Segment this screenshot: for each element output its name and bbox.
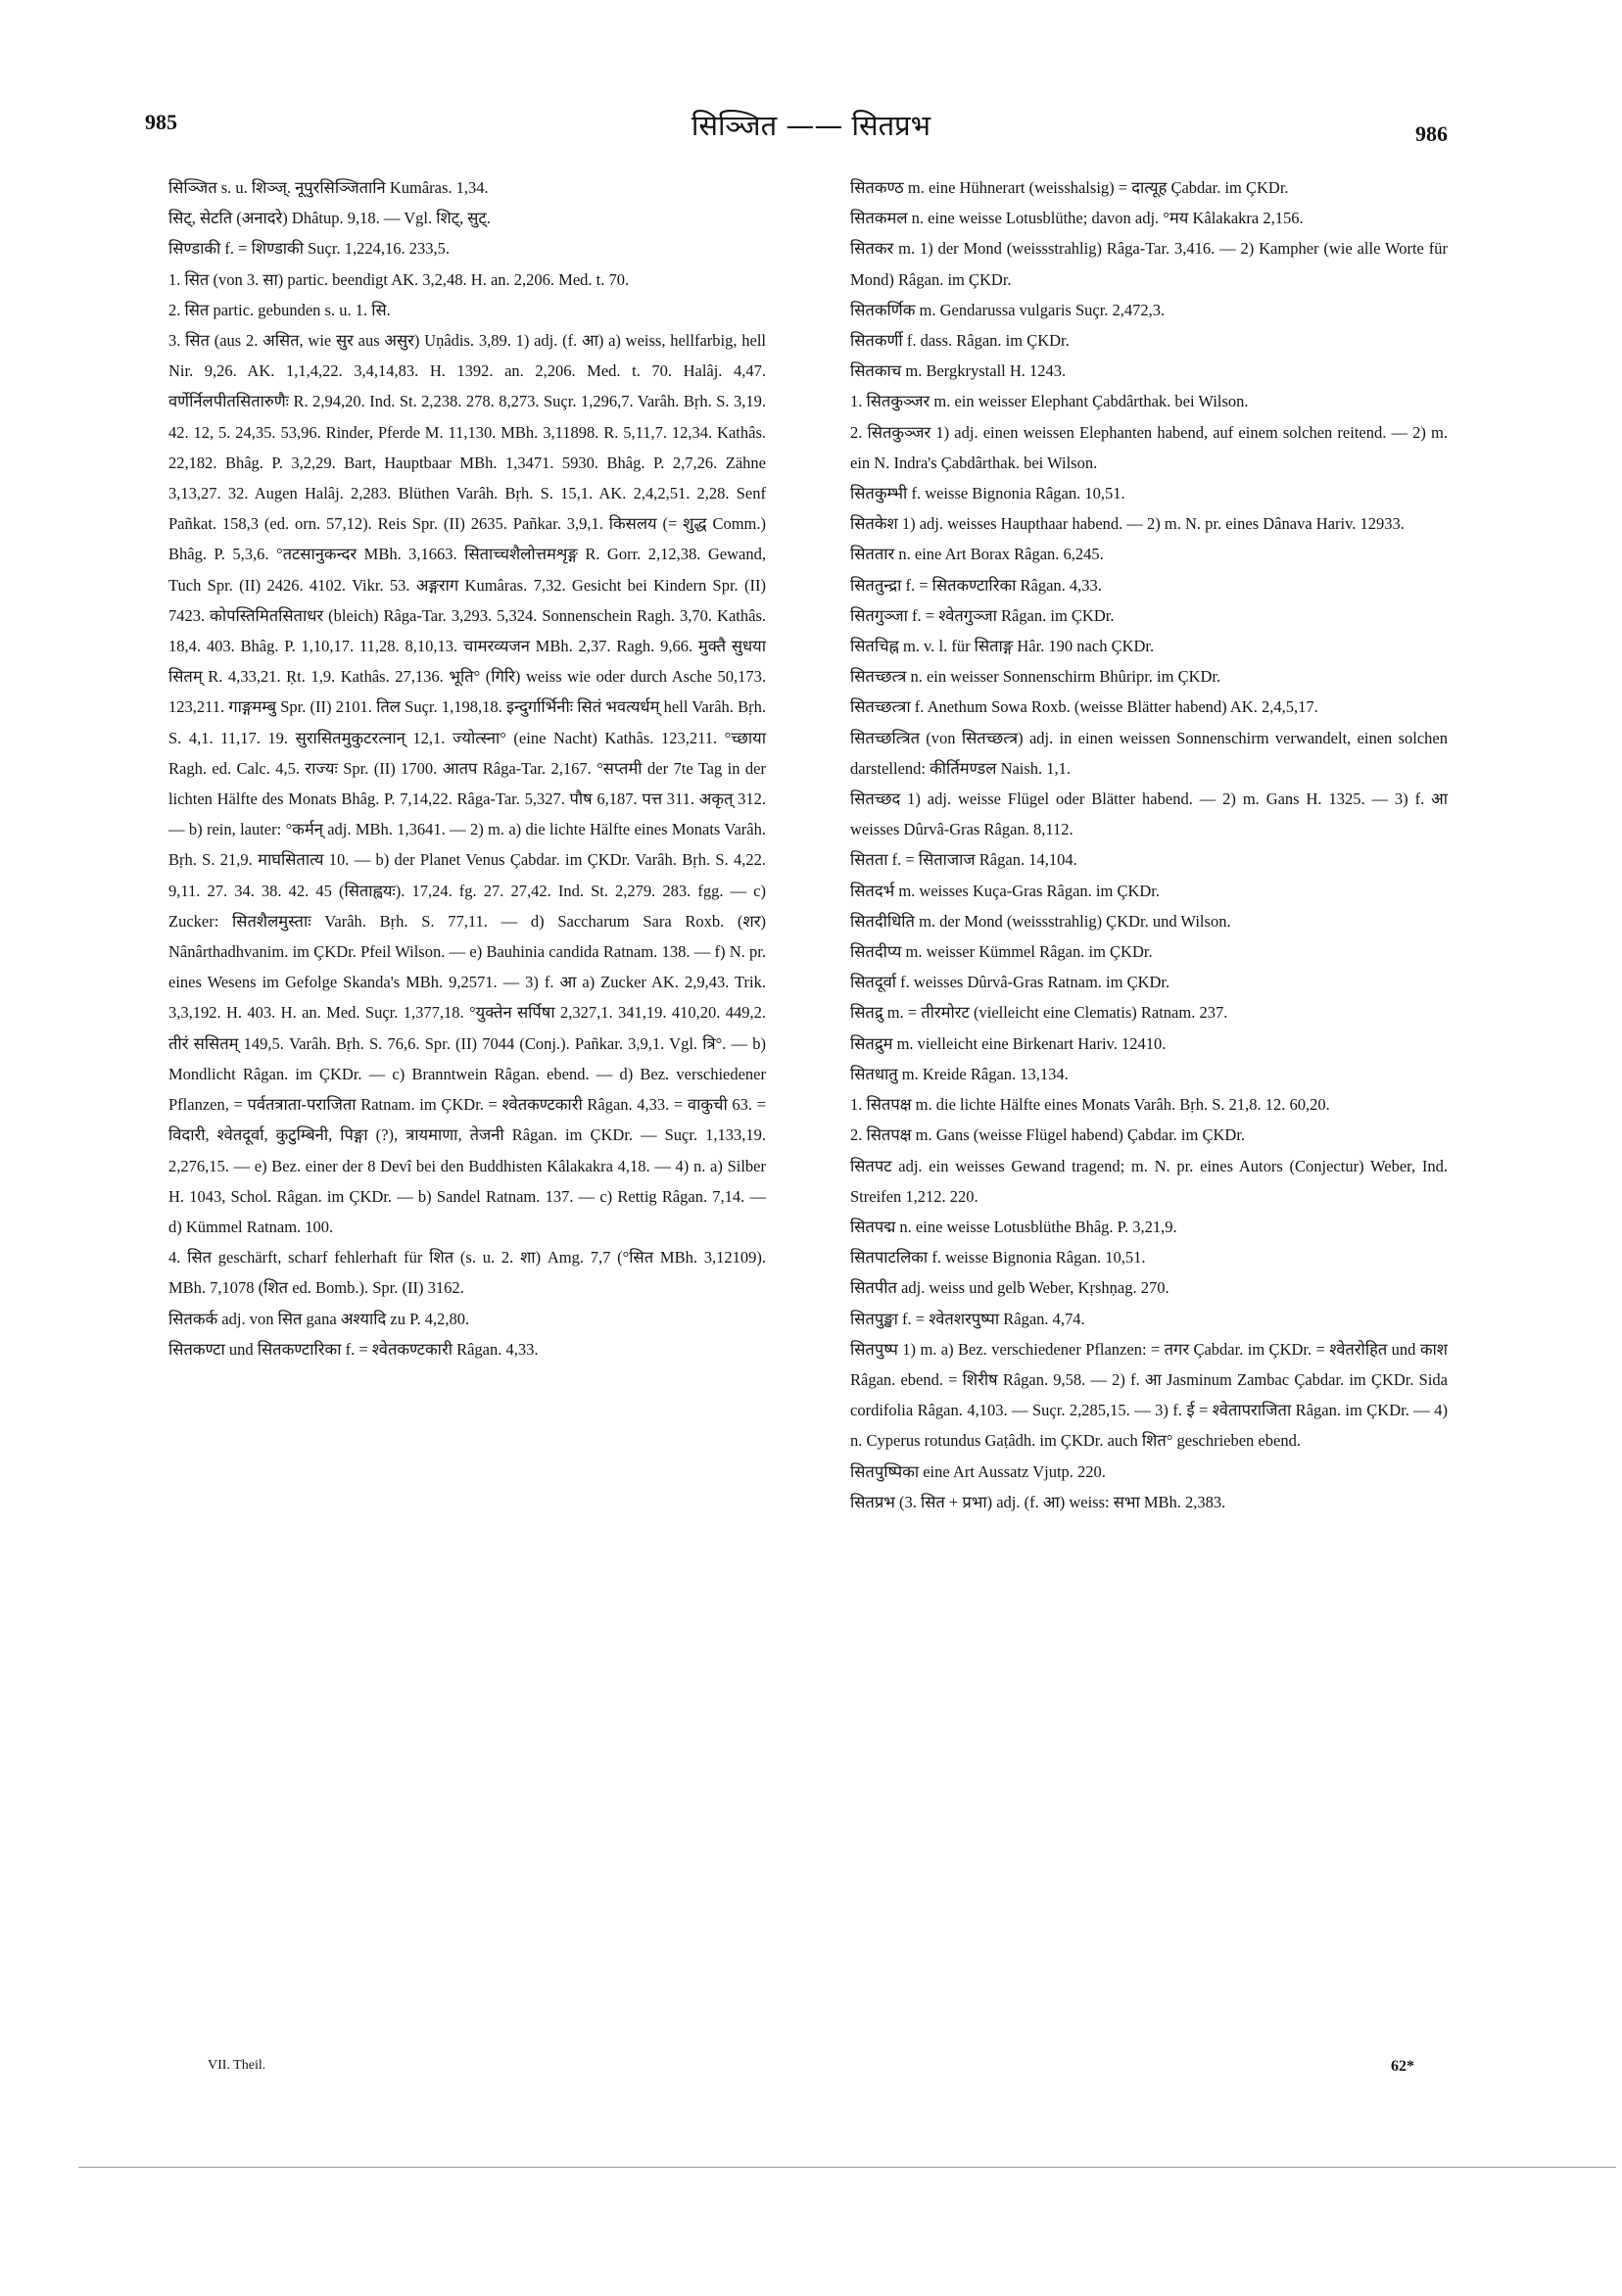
page-number-right: 986 [1415,121,1448,146]
dictionary-entry: सितकेश 1) adj. weisses Haupthaar habend. — 2) m. N. pr. eines Dânava Hariv. 12933. [850,514,1405,534]
dictionary-entry: सिततार n. eine Art Borax Râgan. 6,245. [850,545,1104,564]
dictionary-entry: सितपाटलिका f. weisse Bignonia Râgan. 10,51. [850,1248,1146,1268]
signature-mark: 62* [1391,2058,1414,2075]
dictionary-entry: सितकर्णी f. dass. Râgan. im ÇKDr. [850,331,1070,351]
dictionary-entry: सितता f. = सिताजाज Râgan. 14,104. [850,850,1077,870]
dictionary-entry: 1. सित (von 3. सा) partic. beendigt AK. 3,2,48. H. an. 2,206. Med. t. 70. [168,269,630,289]
dictionary-entry: सिततुन्द्रा f. = सितकण्टारिका Râgan. 4,33. [850,575,1102,595]
dictionary-entry: सितद्रुम m. vielleicht eine Birkenart Hariv. 12410. [850,1033,1167,1053]
dictionary-entry: सितकण्टा und सितकण्टारिका f. = श्वेतकण्टकारी Râgan. 4,33. [168,1339,539,1359]
dictionary-entry: सितचिह्न m. v. l. für सिताङ्ग Hâr. 190 nach ÇKDr. [850,637,1155,656]
dictionary-entry: सितच्छत्त्र n. ein weisser Sonnenschirm Bhûripr. im ÇKDr. [850,667,1221,687]
dictionary-entry: 1. सितपक्ष m. die lichte Hälfte eines Monats Varâh. Bṛh. S. 21,8. 12. 60,20. [850,1095,1330,1115]
dictionary-entry: सितदूर्वा f. weisses Dûrvâ-Gras Ratnam. im ÇKDr. [850,973,1170,992]
dictionary-entry: सितप्रभ (3. सित + प्रभा) adj. (f. आ) weiss: सभा MBh. 2,383. [850,1492,1226,1511]
dictionary-entry: सितकर्क adj. von सित gana अश्यादि zu P. 4,2,80. [168,1309,470,1328]
dictionary-entry: सितपट adj. ein weisses Gewand tragend; m. N. pr. eines Autors (Conjectur) Weber, Ind. Streifen 1,212. 220. [850,1156,1448,1206]
dictionary-entry: सितदीप्य m. weisser Kümmel Râgan. im ÇKDr. [850,942,1153,962]
dictionary-entry: 1. सितकुञ्जर m. ein weisser Elephant Çabdârthak. bei Wilson. [850,392,1249,411]
bottom-rule [78,2167,1616,2168]
dictionary-entry: सितकर्णिक m. Gendarussa vulgaris Suçr. 2,472,3. [850,300,1166,319]
running-head: सिञ्जित —— सितप्रभ [691,109,931,142]
dictionary-entry: सितकमल n. eine weisse Lotusblüthe; davon adj. °मय Kâlakakra 2,156. [850,209,1304,228]
dictionary-entry: सितपीत adj. weiss und gelb Weber, Kṛshṇag. 270. [850,1278,1169,1298]
dictionary-entry: सितपुष्प 1) m. a) Bez. verschiedener Pflanzen: = तगर Çabdar. im ÇKDr. = श्वेतरोहित und काश Râgan. ebend. = शिरीष Râgan. 9,58. — 2) f. आ Jasminum Zambac Çabdar. im ÇKDr. Sida cordifolia Râgan. 4,103. — Suçr. 2,285,15. — 3) f. ई = श्वेतापराजिता Râgan. im ÇKDr. — 4) n. Cyperus rotundus Gaṭâdh. im ÇKDr. auch शित° geschrieben ebend. [850,1339,1448,1451]
dictionary-entry: सितपद्म n. eine weisse Lotusblüthe Bhâg. P. 3,21,9. [850,1217,1177,1236]
dictionary-entry: 4. सित geschärft, scharf fehlerhaft für शित (s. u. 2. शा) Amg. 7,7 (°सित MBh. 3,12109). MBh. 7,1078 (शित ed. Bomb.). Spr. (II) 3162. [168,1248,766,1298]
dictionary-entry: 2. सितकुञ्जर 1) adj. einen weissen Elephanten habend, auf einem solchen reitend. — 2) m. ein N. Indra's Çabdârthak. bei Wilson. [850,422,1448,472]
dictionary-entry: सिट्, सेटति (अनादरे) Dhâtup. 9,18. — Vgl. शिट्, सुट्. [168,209,491,228]
dictionary-entry: सितकाच m. Bergkrystall H. 1243. [850,361,1067,381]
dictionary-entry: सितच्छत्त्रा f. Anethum Sowa Roxb. (weisse Blätter habend) AK. 2,4,5,17. [850,697,1318,717]
dictionary-entry: सितपुङ्खा f. = श्वेतशरपुष्पा Râgan. 4,74. [850,1309,1085,1328]
left-column [168,172,766,1364]
dictionary-entry: सितकण्ठ m. eine Hühnerart (weisshalsig) = दात्यूह Çabdar. im ÇKDr. [850,178,1289,197]
right-column [850,172,1448,1517]
dictionary-entry: 2. सितपक्ष m. Gans (weisse Flügel habend) Çabdar. im ÇKDr. [850,1125,1246,1145]
dictionary-entry: सितदीधिति m. der Mond (weissstrahlig) ÇKDr. und Wilson. [850,911,1231,931]
dictionary-entry: सिञ्जित s. u. शिञ्ज्. नूपुरसिञ्जितानि Kumâras. 1,34. [168,178,489,197]
dictionary-entry: सितच्छद 1) adj. weisse Flügel oder Blätter habend. — 2) m. Gans H. 1325. — 3) f. आ weisses Dûrvâ-Gras Râgan. 8,112. [850,789,1448,839]
dictionary-entry: सितदर्भ m. weisses Kuça-Gras Râgan. im ÇKDr. [850,881,1161,900]
dictionary-entry: सितधातु m. Kreide Râgan. 13,134. [850,1064,1069,1083]
dictionary-entry: 3. सित (aus 2. असित, wie सुर aus असुर) Uṇâdis. 3,89. 1) adj. (f. आ) a) weiss, hellfarbig, hell Nir. 9,26. AK. 1,1,4,22. 3,4,14,83. H. 1392. an. 2,206. Med. t. 70. Halâj. 4,47. वर्णेर्निलपीतसितारुणैः R. 2,94,20. Ind. St. 2,238. 278. 8,273. Suçr. 1,296,7. Varâh. Bṛh. S. 3,19. 42. 12, 5. 24,35. 53,96. Rinder, Pferde M. 11,130. MBh. 3,11898. R. 5,11,7. 12,34. Kathâs. 22,182. Bhâg. P. 3,2,29. Bart, Hauptbaar MBh. 1,3471. 5930. Bhâg. P. 2,7,26. Zähne 3,13,27. 32. Augen Halâj. 2,283. Blüthen Varâh. Bṛh. S. 15,1. AK. 2,4,2,51. 2,28. Senf Pañkat. 158,3 (ed. orn. 57,12). Reis Spr. (II) 2635. Pañkar. 3,9,1. किसलय (= शुद्ध Comm.) Bhâg. P. 5,3,6. °तटसानुकन्दर MBh. 3,1663. सिताच्चशैलोत्तमशृङ्ग R. Gorr. 2,12,38. Gewand, Tuch Spr. (II) 2426. 4102. Vikr. 53. अङ्गराग Kumâras. 7,32. Gesicht bei Kindern Spr. (II) 7423. कोपस्तिमितसिताधर (bleich) Râga-Tar. 3,293. 5,324. Sonnenschein Ragh. 3,70. Kathâs. 18,4. 403. Bhâg. P. 1,10,17. 11,28. 8,10,13. चामरव्यजन MBh. 2,37. Ragh. 9,66. मुक्तै सुधया सितम् R. 4,33,21. Ṛt. 1,9. Kathâs. 27,136. भूति° (गिरि) weiss wie oder durch Asche 50,173. 123,211. गाङ्गमम्बु Spr. (II) 2101. तिल Suçr. 1,198,18. इन्दुर्गार्भिनीः सितं भवत्यर्धम् hell Varâh. Bṛh. S. 4,1. 11,17. 19. सुरासितमुकुटरत्नान् 12,1. ज्योत्स्ना° (eine Nacht) Kathâs. 123,211. °च्छाया Ragh. ed. Calc. 4,5. राज्यः Spr. (II) 1700. आतप Râga-Tar. 2,167. °सप्तमी der 7te Tag in der lichten Hälfte des Monats Bhâg. P. 7,14,22. Râga-Tar. 5,327. पौष 6,187. पत्त 311. अकृत् 312. — b) rein, lauter: °कर्मन् adj. MBh. 1,3641. — 2) m. a) die lichte Hälfte eines Monats Varâh. Bṛh. S. 21,9. माघसितात्य 10. — b) der Planet Venus Çabdar. im ÇKDr. Varâh. Bṛh. S. 4,22. 9,11. 27. 34. 38. 42. 45 (सिताह्वयः). 17,24. fg. 27. 27,42. Ind. St. 2,279. 283. fgg. — c) Zucker: सितशैलमुस्ताः Varâh. Bṛh. S. 77,11. — d) Saccharum Sara Roxb. (शर) Nânârthadhvanim. im ÇKDr. Pfeil Wilson. — e) Bauhinia candida Ratnam. 138. — f) N. pr. eines Wesens im Gefolge Skanda's MBh. 9,2571. — 3) f. आ a) Zucker AK. 2,9,43. Trik. 3,3,192. H. 403. H. an. Med. Suçr. 1,377,18. °युक्तेन सर्पिषा 2,327,1. 341,19. 410,20. 449,2. तीरं ससितम् 149,5. Varâh. Bṛh. S. 76,6. Spr. (II) 7044 (Conj.). Pañkar. 3,9,1. Vgl. त्रि°. — b) Mondlicht Râgan. im ÇKDr. — c) Branntwein Râgan. ebend. — d) Bez. verschiedener Pflanzen, = पर्वतत्राता-पराजिता Ratnam. im ÇKDr. = श्वेतकण्टकारी Râgan. 4,33. = वाकुची 63. = विदारी, श्वेतदूर्वा, कुटुम्बिनी, पिङ्गा (?), त्रायमाणा, तेजनी Râgan. im ÇKDr. — Suçr. 1,133,19. 2,276,15. — e) Bez. einer der 8 Devî bei den Buddhisten Kâlakakra 4,18. — 4) n. a) Silber H. 1043, Schol. Râgan. im ÇKDr. — b) Sandel Ratnam. 137. — c) Rettig Râgan. 7,14. — d) Kümmel Ratnam. 100. [168,331,766,1236]
dictionary-entry: सिण्डाकी f. = शिण्डाकी Suçr. 1,224,16. 233,5. [168,239,450,259]
page-number-left: 985 [145,110,177,134]
dictionary-entry: 2. सित partic. gebunden s. u. 1. सि. [168,300,391,319]
dictionary-entry: सितकर m. 1) der Mond (weissstrahlig) Râga-Tar. 3,416. — 2) Kampher (wie alle Worte für Mond) Râgan. im ÇKDr. [850,239,1448,289]
volume-footer: VII. Theil. [208,2058,266,2073]
dictionary-entry: सितगुञ्जा f. = श्वेतगुञ्जा Râgan. im ÇKDr. [850,605,1115,625]
dictionary-entry: सितच्छत्त्रित (von सितच्छत्त्र) adj. in einen weissen Sonnenschirm verwandelt, einen solchen darstellend: कीर्तिमण्डल Naish. 1,1. [850,728,1448,778]
dictionary-entry: सितपुष्पिका eine Art Aussatz Vjutp. 220. [850,1461,1106,1481]
dictionary-entry: सितकुम्भी f. weisse Bignonia Râgan. 10,51. [850,484,1125,503]
dictionary-entry: सितद्रु m. = तीरमोरट (vielleicht eine Clematis) Ratnam. 237. [850,1003,1228,1023]
